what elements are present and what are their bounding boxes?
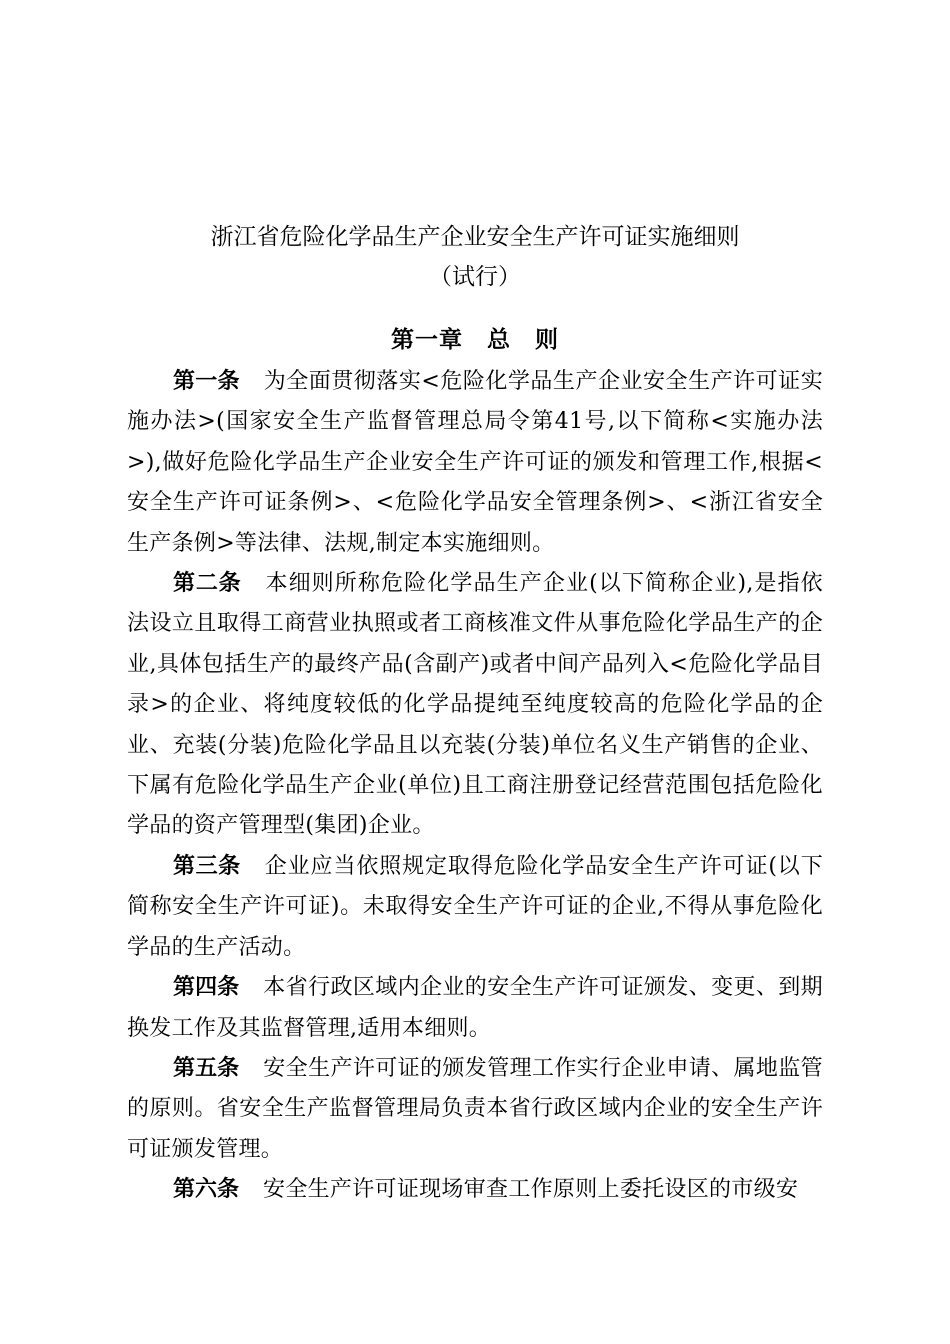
article-number: 第三条 — [173, 853, 241, 879]
article-text: 为全面贯彻落实<危险化学品生产企业安全生产许可证实施办法>(国家安全生产监督管理总局令第41号,以下简称<实施办法>),做好危险化学品生产企业安全生产许可证的颁发和管理工作,根据<安全生产许可证条例>、<危险化学品安全管理条例>、<浙江省安全生产条例>等法律、法规,制定本实施细则。 — [127, 369, 823, 556]
chapter-heading: 第一章 总 则 — [391, 327, 559, 353]
article-text: 企业应当依照规定取得危险化学品安全生产许可证(以下简称安全生产许可证)。未取得安全生产许可证的企业,不得从事危险化学品的生产活动。 — [127, 853, 823, 960]
article-text: 本省行政区域内企业的安全生产许可证颁发、变更、到期换发工作及其监督管理,适用本细则。 — [127, 975, 823, 1041]
article-number: 第六条 — [173, 1177, 240, 1203]
article-text: 本细则所称危险化学品生产企业(以下简称企业),是指依法设立且取得工商营业执照或者工商核准文件从事危险化学品生产的企业,具体包括生产的最终产品(含副产)或者中间产品列入<危险化学品目录>的企业、将纯度较低的化学品提纯至纯度较高的危险化学品的企业、充装(分装)危险化学品且以充装(分装)单位名义生产销售的企业、下属有危险化学品生产企业(单位)且工商注册登记经营范围包括危险化学品的资产管理型(集团)企业。 — [127, 571, 823, 839]
article-3 — [127, 847, 823, 968]
article-1 — [127, 362, 823, 564]
document-title: 浙江省危险化学品生产企业安全生产许可证实施细则 — [210, 224, 740, 250]
document-subtitle: （试行） — [429, 264, 521, 290]
article-number: 第五条 — [173, 1055, 240, 1081]
document-body — [127, 362, 823, 1211]
article-4 — [127, 968, 823, 1049]
article-number: 第二条 — [173, 571, 242, 597]
article-text: 安全生产许可证的颁发管理工作实行企业申请、属地监管的原则。省安全生产监督管理局负责本省行政区域内企业的安全生产许可证颁发管理。 — [127, 1055, 823, 1162]
article-number: 第一条 — [173, 369, 240, 394]
article-6 — [127, 1170, 823, 1210]
article-2 — [127, 564, 823, 847]
article-5 — [127, 1049, 823, 1170]
article-number: 第四条 — [173, 975, 240, 1001]
article-text: 安全生产许可证现场审查工作原则上委托设区的市级安 — [263, 1177, 799, 1203]
